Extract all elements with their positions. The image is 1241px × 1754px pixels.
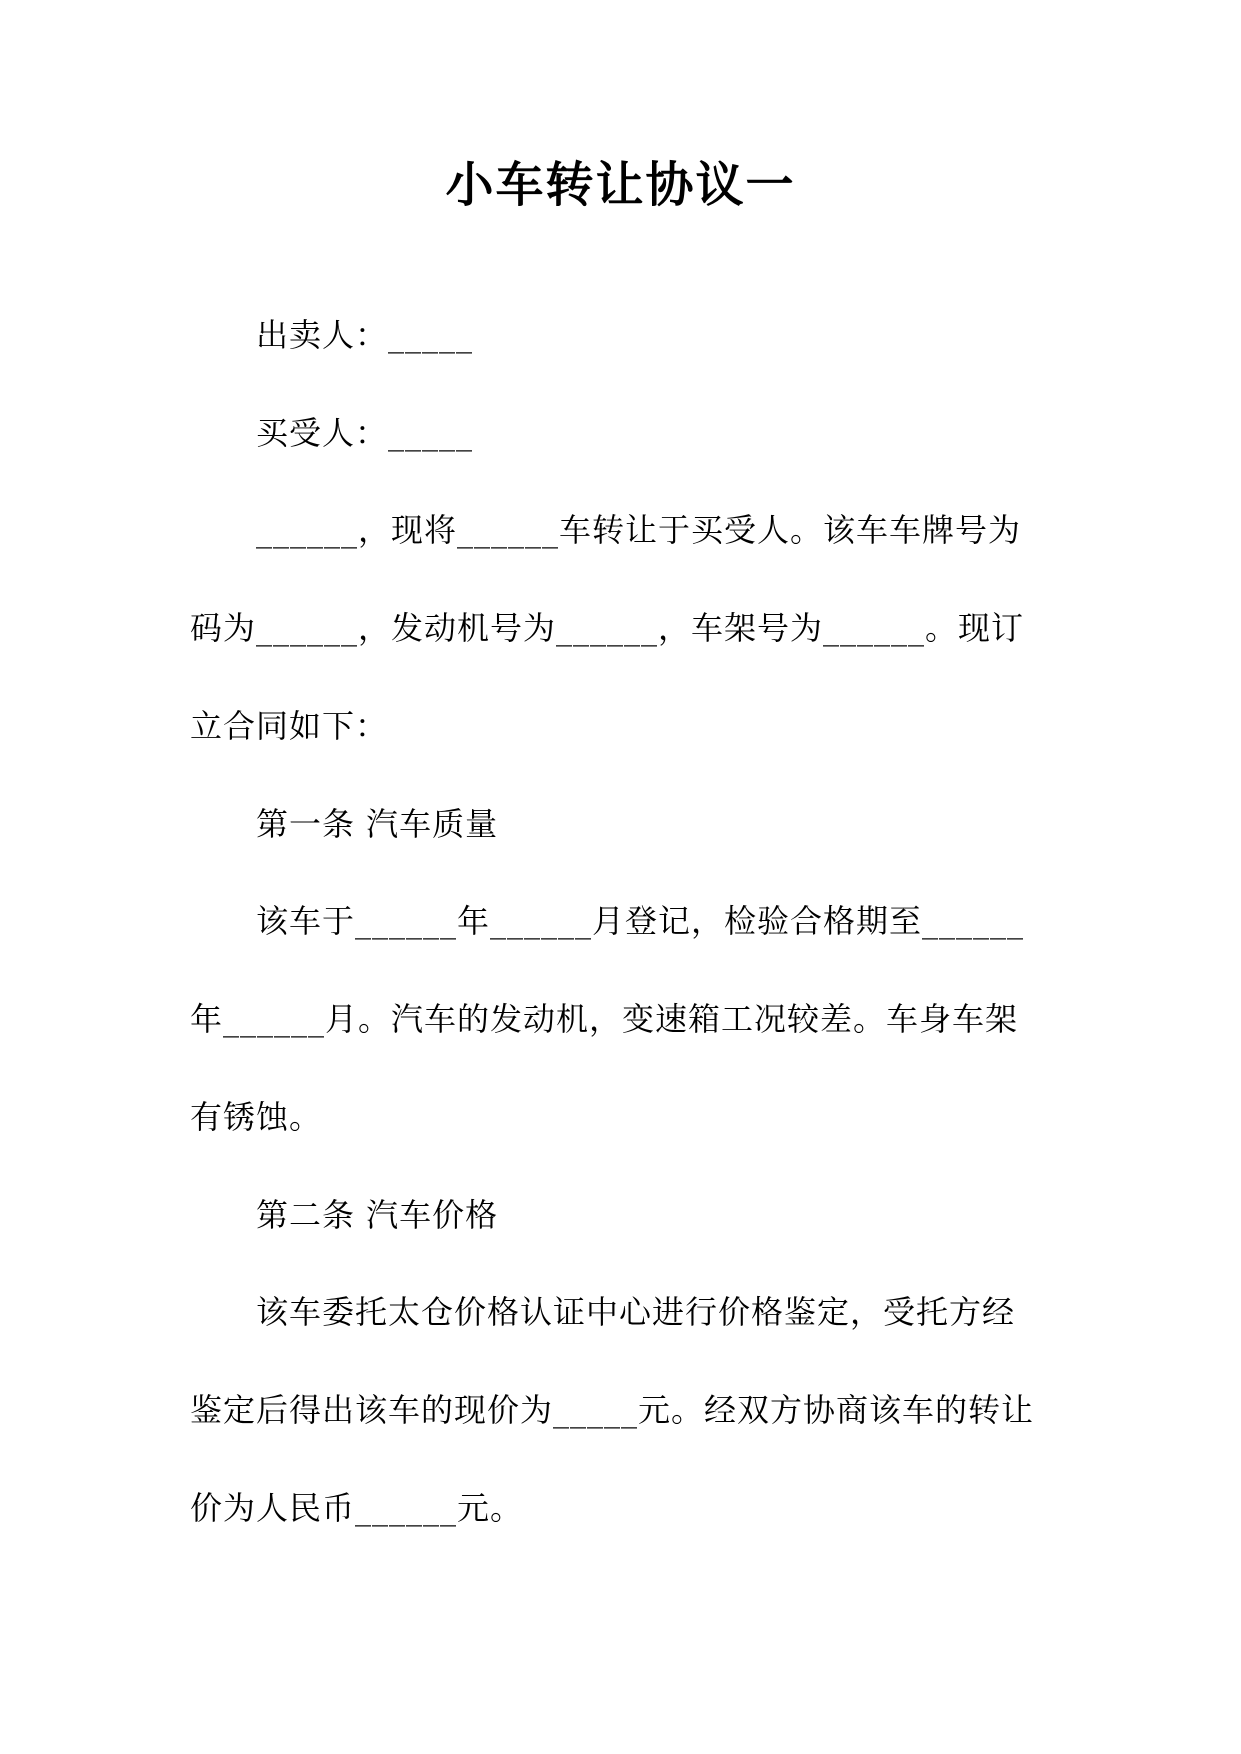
- article-1-heading: 第一条 汽车质量: [256, 805, 499, 843]
- buyer-line: 买受人：_____: [256, 414, 474, 452]
- article-1-line-1: 该车于______年______月登记，检验合格期至______: [256, 902, 1025, 940]
- article-2-line-2: 鉴定后得出该车的现价为_____元。经双方协商该车的转让: [190, 1391, 1035, 1429]
- article-2-line-3: 价为人民币______元。: [190, 1489, 524, 1527]
- intro-paragraph-line-2: 码为______，发动机号为______，车架号为______。现订: [190, 609, 1025, 647]
- intro-paragraph-line-1: ______，现将______车转让于买受人。该车车牌号为: [256, 511, 1022, 549]
- seller-line: 出卖人：_____: [256, 316, 474, 354]
- intro-paragraph-line-3: 立合同如下：: [190, 707, 389, 745]
- article-2-heading: 第二条 汽车价格: [256, 1196, 499, 1234]
- article-1-line-3: 有锈蚀。: [190, 1098, 323, 1136]
- document-title: 小车转让协议一: [445, 157, 796, 213]
- article-1-line-2: 年______月。汽车的发动机，变速箱工况较差。车身车架: [190, 1000, 1019, 1038]
- article-2-line-1: 该车委托太仓价格认证中心进行价格鉴定，受托方经: [256, 1293, 1016, 1331]
